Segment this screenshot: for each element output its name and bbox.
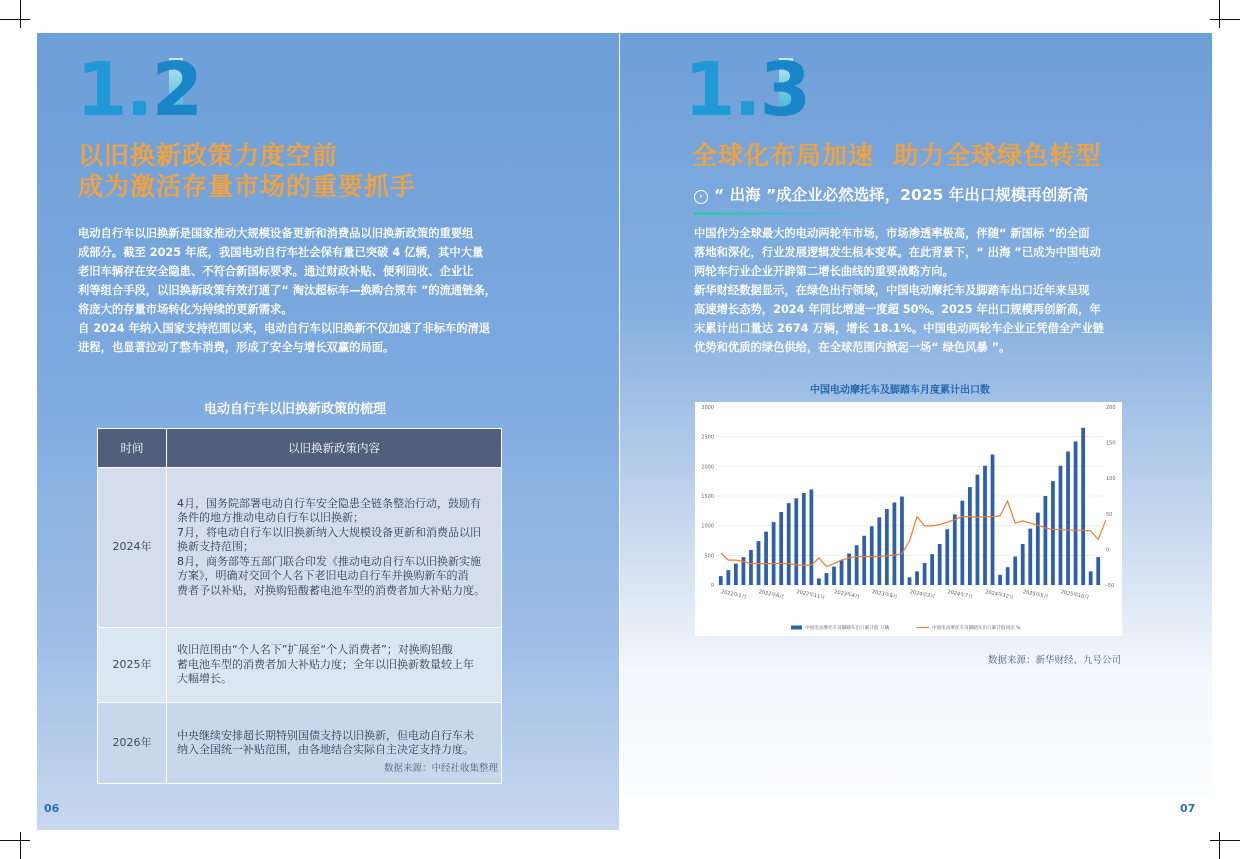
legend-bar-swatch [791, 626, 802, 630]
y-right-tick-label: 150 [1106, 440, 1116, 447]
chart-bar [719, 576, 723, 585]
y-left-tick-label: 1500 [701, 494, 714, 500]
x-tick-label: 2023年4月 [833, 589, 861, 601]
body-line: 自 2024 年纳入国家支持范围以来，电动自行车以旧换新不仅加速了非标车的清退 [78, 322, 491, 335]
crop-mark-bottom-right-v [1219, 832, 1220, 859]
policy-table [97, 428, 502, 784]
body-line: 电动自行车以旧换新是国家推动大规模设备更新和消费品以旧换新政策的重要组 [78, 227, 474, 240]
body-line: 利等组合手段，以旧换新政策有效打通了“ 淘汰超标车—换购合规车 ”的流通链条， [78, 284, 497, 297]
y-right-tick-label: 100 [1106, 476, 1116, 483]
chart-bar [877, 517, 881, 585]
body-line: 高速增长态势，2024 年同比增速一度超 50%。2025 年出口规模再创新高，年 [694, 303, 1101, 316]
cell-line: 蓄电池车型的消费者加大补贴力度；全年以旧换新数量较上年 [177, 657, 474, 671]
chart-bar [991, 454, 995, 585]
chart-bar [809, 489, 813, 585]
body-line: 优势和优质的绿色供给，在全球范围内掀起一场“ 绿色风暴 ”。 [694, 341, 1011, 354]
chart-bar [749, 550, 753, 585]
chart-bar [794, 498, 798, 585]
cell-line: 中央继续安排超长期特别国债支持以旧换新，但电动自行车未 [177, 728, 474, 742]
chart-bar [817, 578, 821, 585]
x-tick-label: 2023年9月 [871, 589, 898, 601]
chart-bar [764, 532, 768, 585]
chart-bar [1096, 557, 1100, 585]
chart-bar [1043, 496, 1047, 585]
body-line: 两轮车行业企业开辟第二增长曲线的重要战略方向。 [694, 265, 954, 278]
cell-line: 收旧范围由“个人名下”扩展至“个人消费者”；对换购铅酸 [177, 643, 453, 657]
chart-bar [930, 554, 934, 585]
table-row [98, 628, 502, 703]
body-line: 进程，也显著拉动了整车消费，形成了安全与增长双赢的局面。 [78, 341, 395, 354]
body-line: 新华财经数据显示，在绿色出行领域，中国电动摩托车及脚踏车出口近年来呈现 [694, 284, 1090, 297]
x-tick-label: 2025年5月 [1022, 589, 1049, 601]
table-cell-content [167, 468, 502, 628]
table-cell-year: 2026年 [98, 703, 167, 784]
y-left-tick-label: 2000 [701, 464, 714, 471]
cell-line: 纳入全国统一补贴范围，由各地结合实际自主决定支持力度。 [177, 743, 474, 756]
chart-bar [855, 545, 859, 585]
chart-bar [1081, 428, 1085, 585]
y-left-tick-label: 500 [704, 553, 714, 560]
chart-line-series [721, 501, 1106, 567]
subheading-text: “ 出海 ”成企业必然选择，2025 年出口规模再创新高 [714, 186, 1089, 204]
table-header-row [98, 429, 502, 468]
chart-bar [1051, 481, 1055, 585]
cell-line: 条件的地方推动电动自行车以旧换新； [177, 511, 364, 525]
y-right-tick-label: 50 [1106, 511, 1113, 518]
chart-bar [1028, 529, 1032, 585]
cell-line: 费者予以补贴，对换购铅酸蓄电池车型的消费者加大补贴力度。 [177, 583, 485, 597]
x-tick-label: 2024年7月 [946, 589, 974, 601]
section-number: 1.2 [76, 47, 202, 133]
chart-bar [900, 497, 904, 585]
chart-bar [998, 575, 1002, 585]
chart-bar [908, 577, 912, 585]
export-chart-svg [695, 402, 1122, 636]
table-cell-content [167, 628, 502, 703]
left-body-text [78, 224, 608, 357]
chart-title: 中国电动摩托车及脚踏车月度累计出口数 [810, 385, 990, 396]
y-right-tick-label: 200 [1106, 405, 1116, 411]
x-tick-label: 2022年1月 [720, 589, 747, 601]
chart-bar [1074, 441, 1078, 585]
page-number-left: 06 [44, 802, 60, 815]
y-right-tick-label: 0 [1106, 547, 1110, 554]
section-title: 全球化布局加速 助力全球绿色转型 [692, 141, 1102, 170]
crop-mark-top-right-h [1210, 19, 1240, 20]
section-subheading [694, 185, 1088, 205]
chart-bar [779, 512, 783, 585]
chart-bar [734, 564, 738, 585]
cell-line: 大幅增长。 [177, 672, 232, 686]
x-tick-label: 2022年6月 [758, 589, 785, 601]
section-number: 1.3 [684, 47, 810, 133]
table-header-content: 以旧换新政策内容 [167, 429, 502, 468]
chart-bar [915, 571, 919, 585]
chart-bar [1006, 567, 1010, 585]
cell-line: 4月，国务院部署电动自行车安全隐患全链条整治行动，鼓励有 [177, 496, 481, 510]
crop-mark-bottom-right-h [1210, 840, 1240, 841]
x-tick-label: 2022年11月 [795, 589, 826, 602]
chart-bar [976, 475, 980, 585]
chart-bar [983, 466, 987, 585]
y-left-tick-label: 2500 [701, 434, 714, 441]
chart-bar [960, 501, 964, 585]
table-caption: 电动自行车以旧换新政策的梳理 [204, 402, 387, 417]
table-row [98, 468, 502, 628]
crop-mark-top-left-v [20, 0, 21, 28]
cell-line: 方案》，明确对交回个人名下老旧电动自行车并换购新车的消 [177, 569, 469, 583]
table-source: 数据来源：中经社收集整理 [384, 763, 499, 774]
section-title-line-2: 成为激活存量市场的重要抓手 [78, 172, 417, 201]
chart-bar [1021, 544, 1025, 585]
chart-bar [938, 544, 942, 585]
chart-source: 数据来源：新华财经、九号公司 [988, 655, 1122, 666]
chart-bar [802, 493, 806, 585]
chart-bar [968, 487, 972, 585]
cell-line: 8月，商务部等五部门联合印发《推动电动自行车以旧换新实施 [177, 554, 481, 568]
chart-bar [870, 526, 874, 585]
chart-bar [1013, 557, 1017, 585]
chart-bar [832, 567, 836, 585]
y-left-tick-label: 3000 [701, 405, 714, 411]
chart-bar [726, 570, 730, 585]
y-left-tick-label: 0 [710, 583, 714, 589]
x-tick-label: 2024年12月 [984, 589, 1015, 602]
cell-line: 换新支持范围； [177, 540, 254, 554]
legend-line-label: 中国电动摩托车及脚踏车出口累计值同比 % [932, 626, 1021, 631]
chart-bar [945, 529, 949, 585]
chart-bar [840, 560, 844, 585]
body-line: 落地和深化，行业发展逻辑发生根本变革。在此背景下，“ 出海 ”已成为中国电动 [694, 246, 1101, 259]
page-number-right: 07 [1180, 802, 1196, 815]
legend-bar-label: 中国电动摩托车及脚踏车出口累计值 万辆 [805, 626, 890, 631]
body-line: 中国作为全球最大的电动两轮车市场，市场渗透率极高，伴随“ 新国标 ”的全面 [694, 227, 1090, 240]
chart-bar [885, 509, 889, 585]
table-header-time: 时间 [98, 429, 167, 468]
body-line: 将庞大的存量市场转化为持续的更新需求。 [78, 303, 293, 316]
chart-bar [1059, 466, 1063, 585]
crop-mark-top-right-v [1219, 0, 1220, 28]
x-tick-label: 2024年2月 [909, 589, 936, 601]
body-line: 老旧车辆存在安全隐患、不符合新国标要求。通过财政补贴、便利回收、企业让 [78, 265, 474, 278]
cell-line: 7月，将电动自行车以旧换新纳入大规模设备更新和消费品以旧 [177, 525, 481, 539]
body-line: 成部分。截至 2025 年底，我国电动自行车社会保有量已突破 4 亿辆，其中大量 [78, 246, 484, 259]
chart-bar [787, 503, 791, 585]
chevron-circle-icon: › [694, 190, 708, 204]
chart-bar [1089, 571, 1093, 585]
table-cell-year: 2025年 [98, 628, 167, 703]
chart-bar [825, 573, 829, 585]
section-title-line-1: 以旧换新政策力度空前 [78, 141, 339, 170]
table-cell-year: 2024年 [98, 468, 167, 628]
chart-bar [772, 522, 776, 585]
chart-bar [862, 536, 866, 585]
right-body-text [694, 224, 1194, 357]
chart-bar [953, 514, 957, 585]
body-line: 末累计出口量达 2674 万辆，增长 18.1%。中国电动两轮车企业正凭借全产业链 [694, 322, 1105, 335]
section-title [78, 140, 416, 202]
x-tick-label: 2025年10月 [1060, 589, 1090, 602]
subheading-underline [694, 212, 894, 215]
export-chart [695, 402, 1122, 636]
crop-mark-bottom-left-v [20, 832, 21, 859]
crop-mark-bottom-left-h [0, 840, 30, 841]
chart-bar [893, 503, 897, 585]
chart-bar [1036, 513, 1040, 585]
chart-bar [1066, 452, 1070, 586]
crop-mark-top-left-h [0, 19, 30, 20]
y-left-tick-label: 1000 [701, 523, 714, 530]
chart-bar [923, 563, 927, 585]
y-right-tick-label: -50 [1106, 583, 1115, 589]
